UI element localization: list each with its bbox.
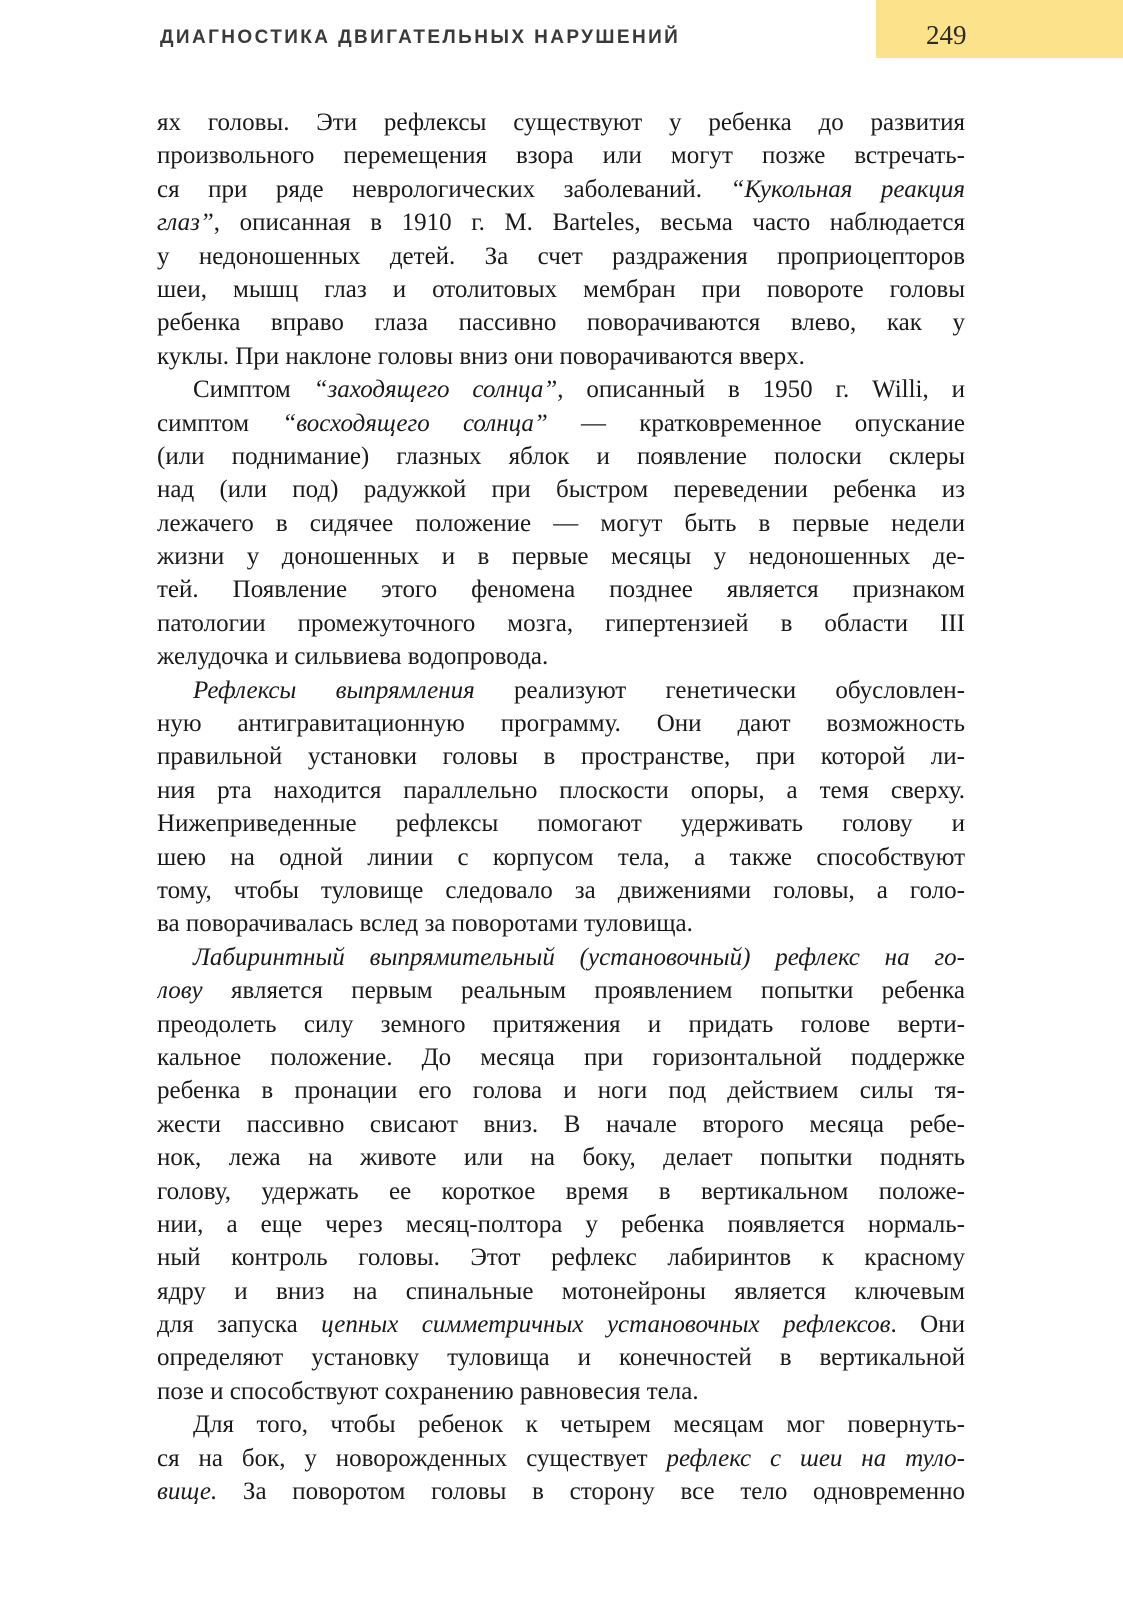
- text-run: , описанный в 1950 г. Willi, и: [557, 376, 965, 404]
- text-run: патологии промежуточного мозга, гипертензией в области III: [157, 609, 965, 637]
- text-run: правильной установки головы в пространстве, при которой ли-: [157, 743, 965, 771]
- text-run: жести пассивно свисают вниз. В начале второго месяца ребе-: [157, 1110, 965, 1138]
- text-run: шеи, мышц глаз и отолитовых мембран при повороте головы: [157, 275, 965, 303]
- text-line: [157, 1275, 965, 1308]
- page-number-tab: [876, 0, 1123, 58]
- text-line: [157, 507, 965, 540]
- italic-term: Лабиринтный выпрямительный (установочный) рефлекс на го-: [193, 943, 965, 971]
- text-line: [157, 1041, 965, 1074]
- text-line: [157, 1175, 965, 1208]
- text-run: шею на одной линии с корпусом тела, а также способствуют: [157, 843, 965, 871]
- text-run: преодолеть силу земного притяжения и придать голове верти-: [157, 1010, 965, 1038]
- text-run: ядру и вниз на спинальные мотонейроны является ключевым: [157, 1277, 965, 1305]
- text-line: [157, 1108, 965, 1141]
- text-run: ный контроль головы. Этот рефлекс лабиринтов к красному: [157, 1244, 965, 1272]
- text-run: нок, лежа на животе или на боку, делает попытки поднять: [157, 1144, 965, 1172]
- text-line: [157, 1141, 965, 1174]
- text-line: [157, 974, 965, 1007]
- text-line: [157, 407, 965, 440]
- italic-term: вище.: [157, 1478, 218, 1506]
- text-run: для запуска: [157, 1311, 322, 1339]
- italic-term: рефлекс с шеи на туло-: [666, 1444, 965, 1472]
- text-run: определяют установку туловища и конечностей в вертикальной: [157, 1344, 965, 1372]
- text-run: Симптом: [193, 376, 314, 404]
- text-run: ную антигравитационную программу. Они дают возможность: [157, 710, 965, 738]
- text-line: [157, 340, 965, 373]
- text-run: симптом: [157, 409, 283, 437]
- text-run: желудочка и сильвиева водопровода.: [157, 643, 549, 671]
- text-run: позе и способствуют сохранению равновесия тела.: [157, 1377, 699, 1405]
- text-line: [157, 1475, 965, 1508]
- text-line: [157, 774, 965, 807]
- italic-term: лову: [157, 977, 203, 1005]
- paragraph-first-line: [157, 1408, 965, 1441]
- text-line: [157, 807, 965, 840]
- paragraph-first-line: [157, 373, 965, 406]
- italic-term: глаз”: [157, 209, 214, 237]
- text-run: лежачего в сидячее положение — могут быть в первые недели: [157, 509, 965, 537]
- text-line: [157, 607, 965, 640]
- page-number: 249: [926, 20, 967, 50]
- text-run: ребенка вправо глаза пассивно поворачиваются влево, как у: [157, 309, 965, 337]
- text-run: нии, а еще через месяц-полтора у ребенка появляется нормаль-: [157, 1210, 965, 1238]
- text-run: кальное положение. До месяца при горизонтальной поддержке: [157, 1043, 965, 1071]
- running-head-title: ДИАГНОСТИКА ДВИГАТЕЛЬНЫХ НАРУШЕНИЙ: [160, 27, 681, 48]
- text-run: За поворотом головы в сторону все тело одновременно: [217, 1478, 965, 1506]
- text-line: [157, 707, 965, 740]
- text-line: [157, 841, 965, 874]
- text-line: [157, 206, 965, 239]
- text-line: [157, 306, 965, 339]
- text-line: [157, 240, 965, 273]
- text-line: [157, 573, 965, 606]
- text-line: [157, 1241, 965, 1274]
- text-run: реализуют генетически обусловлен-: [474, 676, 965, 704]
- text-run: тей. Появление этого феномена позднее является признаком: [157, 576, 965, 604]
- text-line: [157, 740, 965, 773]
- text-run: — кратковременное опускание: [547, 409, 965, 437]
- text-run: голову, удержать ее короткое время в вертикальном положе-: [157, 1177, 965, 1205]
- text-run: является первым реальным проявлением попытки ребенка: [202, 977, 965, 1005]
- text-line: [157, 106, 965, 139]
- text-line: [157, 1341, 965, 1374]
- text-run: ях головы. Эти рефлексы существуют у ребенка до развития: [157, 109, 965, 136]
- text-run: тому, чтобы туловище следовало за движениями головы, а голо-: [157, 876, 965, 904]
- text-line: [157, 139, 965, 172]
- text-line: [157, 1375, 965, 1408]
- text-line: [157, 1308, 965, 1341]
- text-run: , описанная в 1910 г. M. Barteles, весьма часто наблюдается: [213, 209, 965, 237]
- italic-term: “заходящего солнца”: [313, 376, 558, 404]
- italic-term: Рефлексы выпрямления: [193, 676, 475, 704]
- text-run: над (или под) радужкой при быстром переведении ребенка из: [157, 476, 965, 504]
- text-run: произвольного перемещения взора или могут позже встречать-: [157, 142, 965, 170]
- paragraph-first-line: [157, 941, 965, 974]
- text-line: [157, 1074, 965, 1107]
- text-run: ребенка в пронации его голова и ноги под действием силы тя-: [157, 1077, 965, 1105]
- body-text: [157, 106, 965, 1508]
- text-line: [157, 640, 965, 673]
- text-run: жизни у доношенных и в первые месяцы у недоношенных де-: [157, 543, 965, 571]
- text-line: [157, 1208, 965, 1241]
- italic-term: “Кукольная реакция: [730, 175, 965, 203]
- text-run: Для того, чтобы ребенок к четырем месяцам мог повернуть-: [193, 1411, 965, 1439]
- text-line: [157, 907, 965, 940]
- text-line: [157, 273, 965, 306]
- italic-term: “восходящего солнца”: [282, 409, 548, 437]
- text-line: [157, 440, 965, 473]
- text-run: ния рта находится параллельно плоскости опоры, а темя сверху.: [157, 776, 965, 804]
- paragraph-first-line: [157, 674, 965, 707]
- text-run: (или поднимание) глазных яблок и появление полоски склеры: [157, 442, 965, 470]
- text-line: [157, 874, 965, 907]
- text-run: ся при ряде неврологических заболеваний.: [157, 175, 731, 203]
- text-run: ва поворачивалась вслед за поворотами туловища.: [157, 910, 693, 938]
- text-line: [157, 540, 965, 573]
- text-run: у недоношенных детей. За счет раздражения проприоцепторов: [157, 242, 965, 270]
- text-run: куклы. При наклоне головы вниз они поворачиваются вверх.: [157, 342, 805, 370]
- text-run: ся на бок, у новорожденных существует: [157, 1444, 667, 1472]
- text-run: . Они: [890, 1311, 965, 1339]
- text-line: [157, 1442, 965, 1475]
- italic-term: цепных симметричных установочных рефлексов: [321, 1311, 891, 1339]
- text-line: [157, 473, 965, 506]
- text-line: [157, 1008, 965, 1041]
- text-run: Нижеприведенные рефлексы помогают удерживать голову и: [157, 810, 965, 838]
- text-line: [157, 173, 965, 206]
